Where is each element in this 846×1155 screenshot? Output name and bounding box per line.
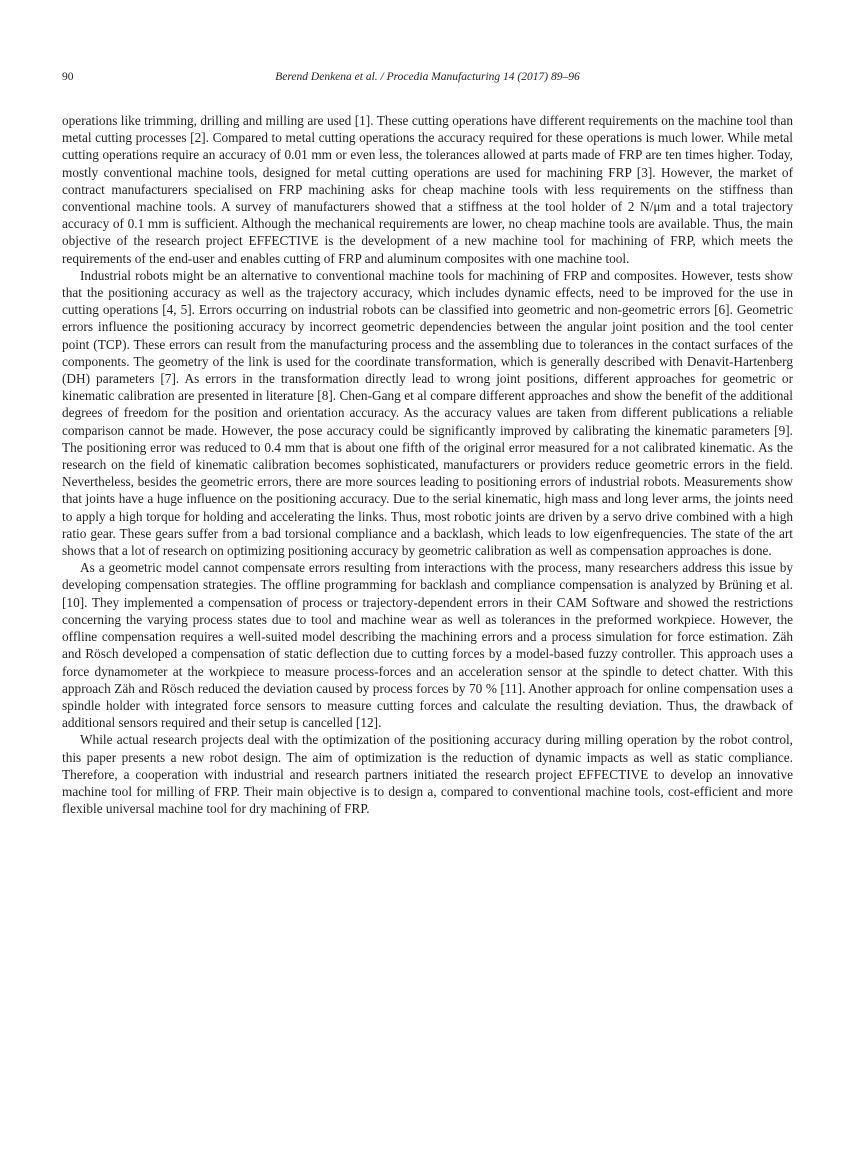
paragraph-continuation: operations like trimming, drilling and milling are used [1]. These cutting operations have different requirements on the machine tool than metal cutting processes [2]. Compared to metal cutting operations the accuracy required for these operations is much lower. While metal cutting operations require an accuracy of 0.01 mm or even less, the tolerances allowed at parts made of FRP are ten times higher. Today, mostly conventional machine tools, designed for metal cutting operations are used for machining FRP [3]. However, the market of contract manufacturers specialised on FRP machining asks for cheap machine tools with less requirements on the stiffness than conventional machine tools. A survey of manufacturers showed that a stiffness at the tool holder of 2 N/μm and a total trajectory accuracy of 0.1 mm is sufficient. Although the mechanical requirements are lower, no cheap machine tools are available. Thus, the main objective of the research project EFFECTIVE is the development of a new machine tool for machining of FRP, which meets the requirements of the end-user and enables cutting of FRP and aluminum composites with one machine tool.: [62, 113, 793, 266]
running-header: [62, 69, 793, 85]
running-title: Berend Denkena et al. / Procedia Manufacturing 14 (2017) 89–96: [275, 71, 580, 83]
body-text: [62, 112, 793, 817]
page-number: 90: [62, 71, 74, 83]
paragraph-compensation-strategies: As a geometric model cannot compensate errors resulting from interactions with the process, many researchers address this issue by developing compensation strategies. The offline programming for backlash and compliance compensation is analyzed by Brüning et al. [10]. They implemented a compensation of process or trajectory-dependent errors in their CAM Software and showed the restrictions concerning the varying process states due to tool and machine wear as well as tolerances in the preformed workpiece. However, the offline compensation requires a well-suited model describing the machining errors and a process simulation for force estimation. Zäh and Rösch developed a compensation of static deflection due to cutting forces by a model-based fuzzy controller. This approach uses a force dynamometer at the workpiece to measure process-forces and an acceleration sensor at the spindle to detect chatter. With this approach Zäh and Rösch reduced the deviation caused by process forces by 70 % [11]. Another approach for online compensation uses a spindle holder with integrated force sensors to measure cutting forces and calculate the resulting deviation. Thus, the drawback of additional sensors required and their setup is cancelled [12].: [62, 560, 793, 731]
paragraph-industrial-robots: Industrial robots might be an alternative to conventional machine tools for machining of FRP and composites. However, tests show that the positioning accuracy as well as the trajectory accuracy, which includes dynamic effects, need to be improved for the use in cutting operations [4, 5]. Errors occurring on industrial robots can be classified into geometric and non-geometric errors [6]. Geometric errors influence the positioning accuracy by incorrect geometric dependencies between the angular joint position and the tool center point (TCP). These errors can result from the manufacturing process and the assembling due to tolerances in the contact surfaces of the components. The geometry of the link is used for the coordinate transformation, which is generally described with Denavit-Hartenberg (DH) parameters [7]. As errors in the transformation directly lead to wrong joint positions, different approaches for geometric or kinematic calibration are presented in literature [8]. Chen-Gang et al compare different approaches and show the benefit of the additional degrees of freedom for the position and orientation accuracy. As the accuracy values are taken from different publications a reliable comparison cannot be made. However, the pose accuracy could be significantly improved by calibrating the kinematic parameters [9]. The positioning error was reduced to 0.4 mm that is about one fifth of the original error measured for a not calibrated kinematic. As the research on the field of kinematic calibration becomes sophisticated, manufacturers or providers reduce geometric errors in the field. Nevertheless, besides the geometric errors, there are more sources leading to positioning errors of industrial robots. Measurements show that joints have a huge influence on the positioning accuracy. Due to the serial kinematic, high mass and long lever arms, the joints need to apply a high torque for holding and accelerating the links. Thus, most robotic joints are driven by a servo drive combined with a high ratio gear. These gears suffer from a bad torsional compliance and a backlash, which leads to low eigenfrequencies. The state of the art shows that a lot of research on optimizing positioning accuracy by geometric calibration as well as compensation approaches is done.: [62, 267, 793, 559]
paragraph-new-robot-design: While actual research projects deal with the optimization of the positioning accuracy during milling operation by the robot control, this paper presents a new robot design. The aim of optimization is the reduction of dynamic impacts as well as static compliance. Therefore, a cooperation with industrial and research partners initiated the research project EFFECTIVE to develop an innovative machine tool for milling of FRP. Their main objective is to design a, compared to conventional machine tools, cost-efficient and more flexible universal machine tool for dry machining of FRP.: [62, 732, 793, 817]
